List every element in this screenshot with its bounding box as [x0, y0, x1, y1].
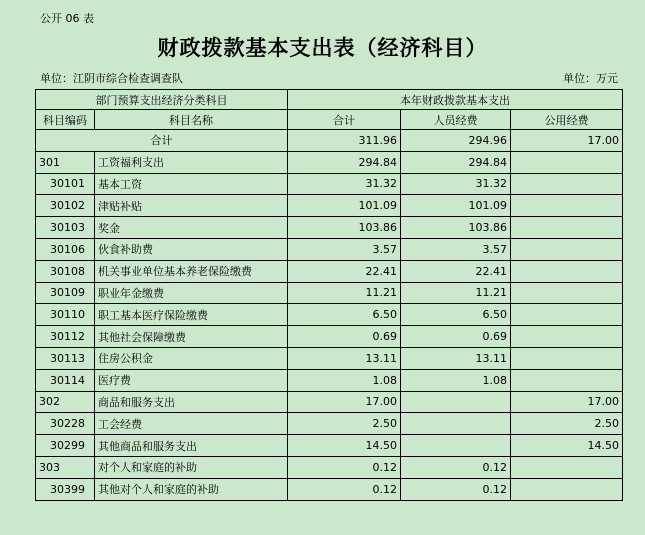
row-public [511, 369, 623, 391]
row-code: 30399 [36, 478, 95, 500]
total-public: 17.00 [511, 130, 623, 152]
row-name: 职工基本医疗保险缴费 [95, 304, 288, 326]
doc-code: 公开 06 表 [40, 12, 94, 25]
row-public: 2.50 [511, 413, 623, 435]
row-code: 302 [36, 391, 95, 413]
column-header-row [36, 110, 623, 130]
row-total: 1.08 [288, 369, 401, 391]
row-code: 303 [36, 456, 95, 478]
table-row [36, 391, 623, 413]
row-personnel: 101.09 [401, 195, 511, 217]
row-name: 津贴补贴 [95, 195, 288, 217]
row-name: 医疗费 [95, 369, 288, 391]
row-code: 30112 [36, 326, 95, 348]
total-personnel: 294.96 [401, 130, 511, 152]
row-total: 0.12 [288, 456, 401, 478]
row-personnel: 31.32 [401, 173, 511, 195]
row-code: 30108 [36, 260, 95, 282]
table-row [36, 304, 623, 326]
row-total: 22.41 [288, 260, 401, 282]
row-public [511, 282, 623, 304]
row-public [511, 238, 623, 260]
row-personnel: 103.86 [401, 217, 511, 239]
row-total: 294.84 [288, 151, 401, 173]
row-name: 伙食补助费 [95, 238, 288, 260]
row-name: 商品和服务支出 [95, 391, 288, 413]
row-code: 30103 [36, 217, 95, 239]
row-personnel: 1.08 [401, 369, 511, 391]
table-row [36, 478, 623, 500]
row-name: 机关事业单位基本养老保险缴费 [95, 260, 288, 282]
group-header-category: 部门预算支出经济分类科目 [36, 90, 288, 110]
row-total: 11.21 [288, 282, 401, 304]
row-name: 工会经费 [95, 413, 288, 435]
table-row [36, 282, 623, 304]
col-header-name: 科目名称 [95, 110, 288, 130]
row-name: 工资福利支出 [95, 151, 288, 173]
row-personnel [401, 391, 511, 413]
row-total: 3.57 [288, 238, 401, 260]
row-code: 30109 [36, 282, 95, 304]
row-public [511, 260, 623, 282]
col-header-personnel: 人员经费 [401, 110, 511, 130]
row-code: 30114 [36, 369, 95, 391]
row-code: 30299 [36, 435, 95, 457]
table-row [36, 435, 623, 457]
row-personnel [401, 413, 511, 435]
row-personnel [401, 435, 511, 457]
row-public [511, 347, 623, 369]
table-row [36, 260, 623, 282]
col-header-total: 合计 [288, 110, 401, 130]
row-code: 30113 [36, 347, 95, 369]
total-row [36, 130, 623, 152]
row-total: 6.50 [288, 304, 401, 326]
row-name: 其他对个人和家庭的补助 [95, 478, 288, 500]
table-row [36, 456, 623, 478]
group-header-row [36, 90, 623, 110]
row-total: 13.11 [288, 347, 401, 369]
group-header-amount: 本年财政拨款基本支出 [288, 90, 623, 110]
row-code: 301 [36, 151, 95, 173]
unit-label: 单位：江阴市综合检查调查队 [40, 72, 183, 85]
table-row [36, 195, 623, 217]
row-public [511, 195, 623, 217]
row-code: 30101 [36, 173, 95, 195]
table-row [36, 173, 623, 195]
row-code: 30110 [36, 304, 95, 326]
row-personnel: 11.21 [401, 282, 511, 304]
row-public [511, 456, 623, 478]
table-row [36, 151, 623, 173]
row-name: 职业年金缴费 [95, 282, 288, 304]
row-public: 17.00 [511, 391, 623, 413]
row-personnel: 294.84 [401, 151, 511, 173]
row-name: 其他商品和服务支出 [95, 435, 288, 457]
row-personnel: 0.12 [401, 456, 511, 478]
table-row [36, 369, 623, 391]
row-total: 2.50 [288, 413, 401, 435]
table-row [36, 326, 623, 348]
col-header-public: 公用经费 [511, 110, 623, 130]
table-row [36, 217, 623, 239]
row-public [511, 217, 623, 239]
row-personnel: 13.11 [401, 347, 511, 369]
row-total: 17.00 [288, 391, 401, 413]
row-personnel: 6.50 [401, 304, 511, 326]
row-public: 14.50 [511, 435, 623, 457]
row-personnel: 0.12 [401, 478, 511, 500]
row-total: 14.50 [288, 435, 401, 457]
row-public [511, 304, 623, 326]
row-total: 101.09 [288, 195, 401, 217]
row-public [511, 173, 623, 195]
row-total: 31.32 [288, 173, 401, 195]
row-code: 30102 [36, 195, 95, 217]
row-total: 103.86 [288, 217, 401, 239]
page-title: 财政拨款基本支出表（经济科目） [157, 35, 488, 60]
table-row [36, 238, 623, 260]
row-public [511, 326, 623, 348]
row-code: 30228 [36, 413, 95, 435]
table-row [36, 347, 623, 369]
row-code: 30106 [36, 238, 95, 260]
row-public [511, 478, 623, 500]
row-name: 基本工资 [95, 173, 288, 195]
amount-unit: 单位：万元 [563, 72, 618, 85]
row-public [511, 151, 623, 173]
row-name: 住房公积金 [95, 347, 288, 369]
total-label: 合计 [36, 130, 288, 152]
row-name: 奖金 [95, 217, 288, 239]
row-personnel: 0.69 [401, 326, 511, 348]
col-header-code: 科目编码 [36, 110, 95, 130]
row-total: 0.12 [288, 478, 401, 500]
row-total: 0.69 [288, 326, 401, 348]
row-personnel: 22.41 [401, 260, 511, 282]
row-name: 其他社会保障缴费 [95, 326, 288, 348]
row-name: 对个人和家庭的补助 [95, 456, 288, 478]
total-amount: 311.96 [288, 130, 401, 152]
table-row [36, 413, 623, 435]
budget-table [35, 89, 623, 501]
row-personnel: 3.57 [401, 238, 511, 260]
